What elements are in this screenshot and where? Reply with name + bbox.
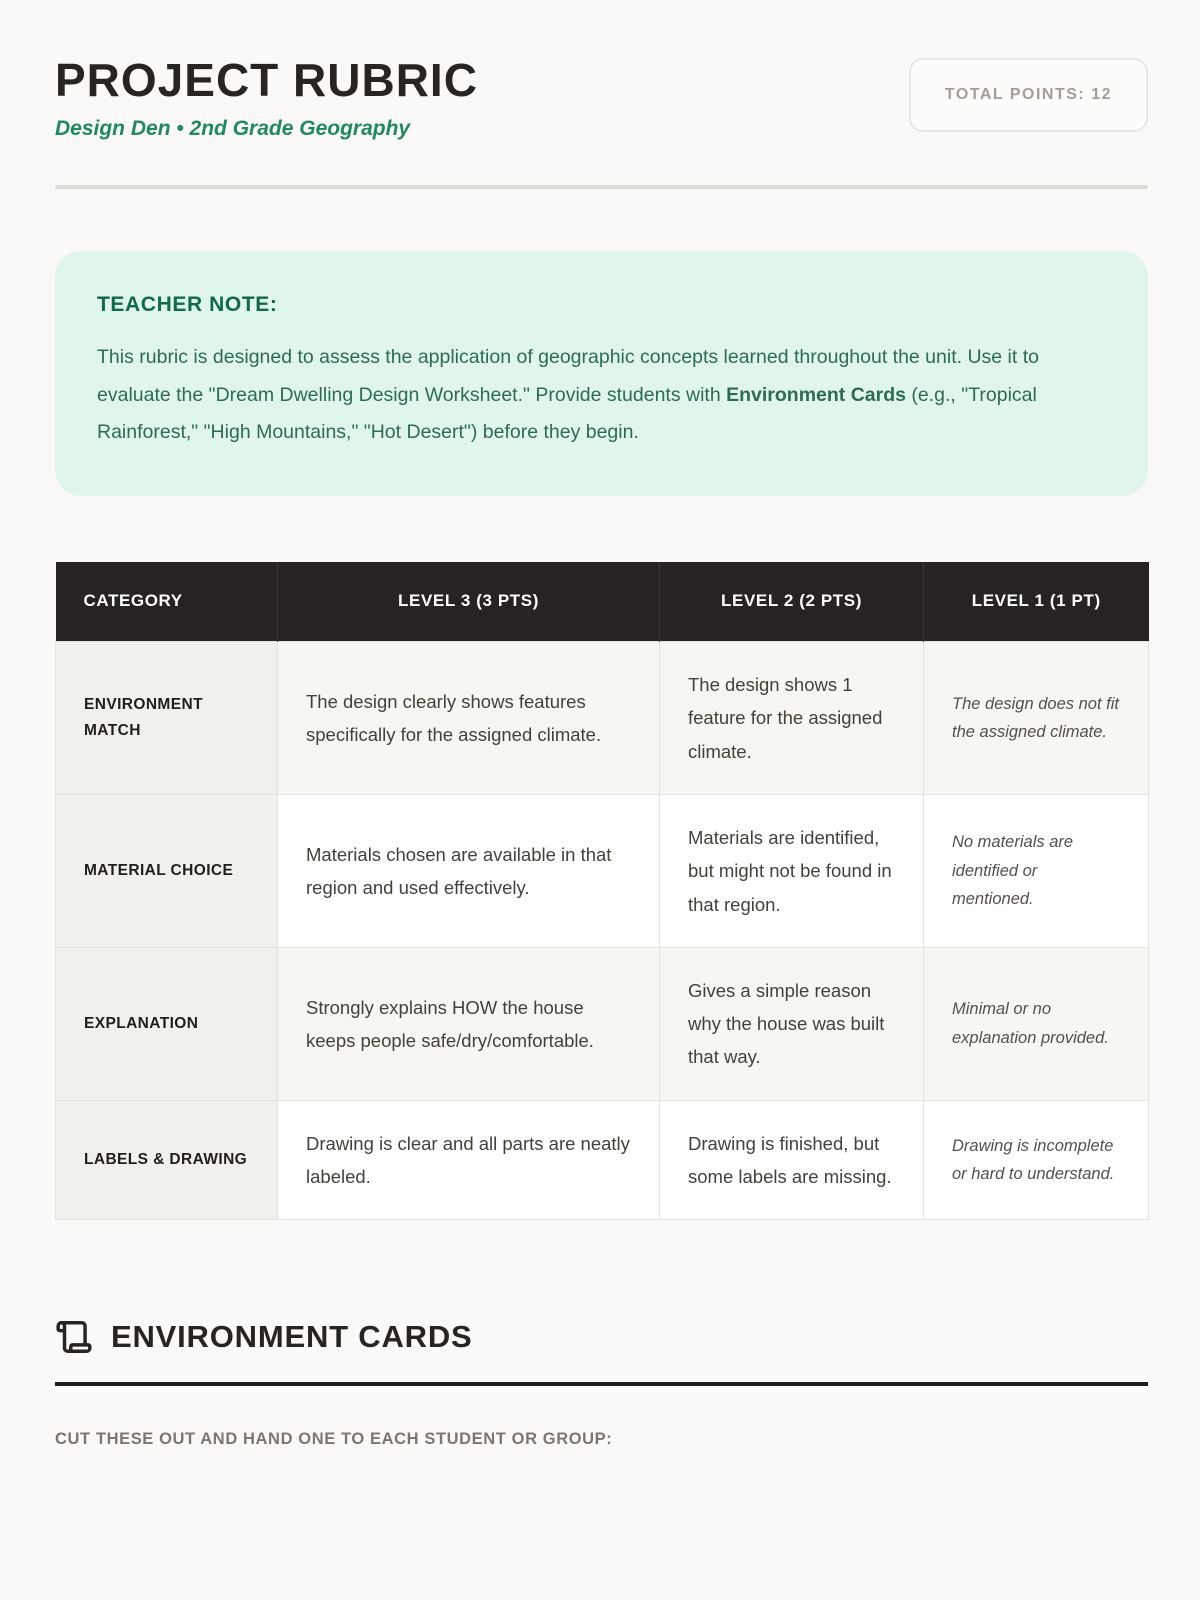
rubric-table <box>55 562 1149 1221</box>
level1-cell: No materials are identified or mentioned. <box>924 795 1149 948</box>
category-cell: EXPLANATION <box>56 947 278 1100</box>
rubric-table-header <box>56 562 1149 642</box>
title-block <box>55 32 478 141</box>
teacher-note-box <box>55 251 1148 495</box>
table-row-material-choice <box>56 795 1149 948</box>
environment-cards-header <box>55 1318 1148 1356</box>
note-text-after: (e.g., "Tropical Rainforest," "High Mountains," "Hot Desert") before they begin. <box>97 383 1037 444</box>
level2-cell: The design shows 1 feature for the assigned climate. <box>660 642 924 795</box>
section-divider <box>55 1382 1148 1386</box>
teacher-note-heading: TEACHER NOTE: <box>97 293 278 317</box>
note-text-before: This rubric is designed to assess the application of geographic concepts learned throughout the unit. Use it to evaluate the "Dream Dwelling Design Worksheet." Provide students with <box>97 346 1039 406</box>
scroll-icon <box>55 1318 93 1356</box>
column-header-level3: LEVEL 3 (3 PTS) <box>278 562 660 642</box>
page-header <box>55 32 1148 141</box>
total-points-badge: TOTAL POINTS: 12 <box>909 58 1148 132</box>
environment-cards-title: ENVIRONMENT CARDS <box>111 1319 473 1355</box>
page-title: PROJECT RUBRIC <box>55 54 478 106</box>
table-row-environment-match <box>56 642 1149 795</box>
header-divider <box>55 185 1148 189</box>
level3-cell: Drawing is clear and all parts are neatly labeled. <box>278 1100 660 1220</box>
level2-cell: Drawing is finished, but some labels are missing. <box>660 1100 924 1220</box>
table-row-explanation <box>56 947 1149 1100</box>
level3-cell: Strongly explains HOW the house keeps people safe/dry/comfortable. <box>278 947 660 1100</box>
note-text-bold: Environment Cards <box>726 383 906 406</box>
table-row-labels-drawing <box>56 1100 1149 1220</box>
level2-cell: Materials are identified, but might not be found in that region. <box>660 795 924 948</box>
level1-cell: Minimal or no explanation provided. <box>924 947 1149 1100</box>
level3-cell: Materials chosen are available in that region and used effectively. <box>278 795 660 948</box>
level1-cell: The design does not fit the assigned climate. <box>924 642 1149 795</box>
category-cell: LABELS & DRAWING <box>56 1100 278 1220</box>
cut-instruction-text: CUT THESE OUT AND HAND ONE TO EACH STUDENT OR GROUP: <box>55 1430 613 1449</box>
column-header-level1: LEVEL 1 (1 PT) <box>924 562 1149 642</box>
level2-cell: Gives a simple reason why the house was built that way. <box>660 947 924 1100</box>
category-cell: MATERIAL CHOICE <box>56 795 278 948</box>
teacher-note-body <box>97 339 1102 451</box>
category-cell: ENVIRONMENT MATCH <box>56 642 278 795</box>
level1-cell: Drawing is incomplete or hard to understand. <box>924 1100 1149 1220</box>
column-header-level2: LEVEL 2 (2 PTS) <box>660 562 924 642</box>
page-subtitle: Design Den • 2nd Grade Geography <box>55 117 411 141</box>
level3-cell: The design clearly shows features specifically for the assigned climate. <box>278 642 660 795</box>
column-header-category: CATEGORY <box>56 562 278 642</box>
